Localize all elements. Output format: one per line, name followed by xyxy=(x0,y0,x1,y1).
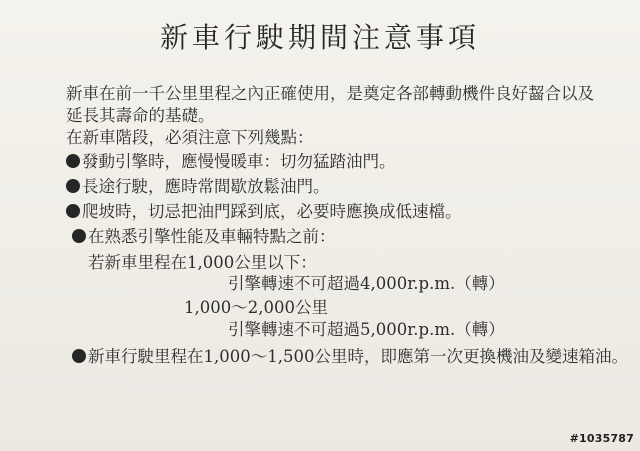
intro-line-2: 延長其壽命的基礎。 xyxy=(66,106,215,125)
bullet-item xyxy=(66,202,462,222)
bullet-dot-icon xyxy=(72,229,86,243)
bullet-dot-icon xyxy=(66,154,80,168)
intro-line-1: 新車在前一千公里里程之內正確使用，是奠定各部轉動機件良好齧合以及 xyxy=(66,84,594,103)
bullet-item xyxy=(66,152,396,172)
bullet-text: 爬坡時，切忌把油門踩到底，必要時應換成低速檔。 xyxy=(82,202,462,221)
bullet-item xyxy=(66,177,330,197)
mileage-condition-2: 1,000～2,000公里 xyxy=(184,298,328,317)
bullet-item xyxy=(72,227,336,247)
bullet-dot-icon xyxy=(66,179,80,193)
bullet-dot-icon xyxy=(66,204,80,218)
image-id-watermark: #1035787 xyxy=(569,432,634,445)
rpm-limit-1: 引擎轉速不可超過4,000r.p.m.（轉） xyxy=(228,274,505,293)
page-title: 新車行駛期間注意事項 xyxy=(159,21,480,54)
bullet-item xyxy=(72,347,628,367)
mileage-condition-1: 若新車里程在1,000公里以下： xyxy=(88,253,317,272)
bullet-text: 在熟悉引擎性能及車輛特點之前： xyxy=(88,227,336,246)
bullet-dot-icon xyxy=(72,349,86,363)
bullet-text: 長途行駛，應時常間歇放鬆油門。 xyxy=(82,177,330,196)
rpm-limit-2: 引擎轉速不可超過5,000r.p.m.（轉） xyxy=(228,320,505,339)
intro-line-3: 在新車階段，必須注意下列幾點： xyxy=(66,128,314,147)
bullet-text: 新車行駛里程在1,000～1,500公里時，即應第一次更換機油及變速箱油。 xyxy=(88,347,628,366)
bullet-text: 發動引擎時，應慢慢暖車：切勿猛踏油門。 xyxy=(82,152,396,171)
